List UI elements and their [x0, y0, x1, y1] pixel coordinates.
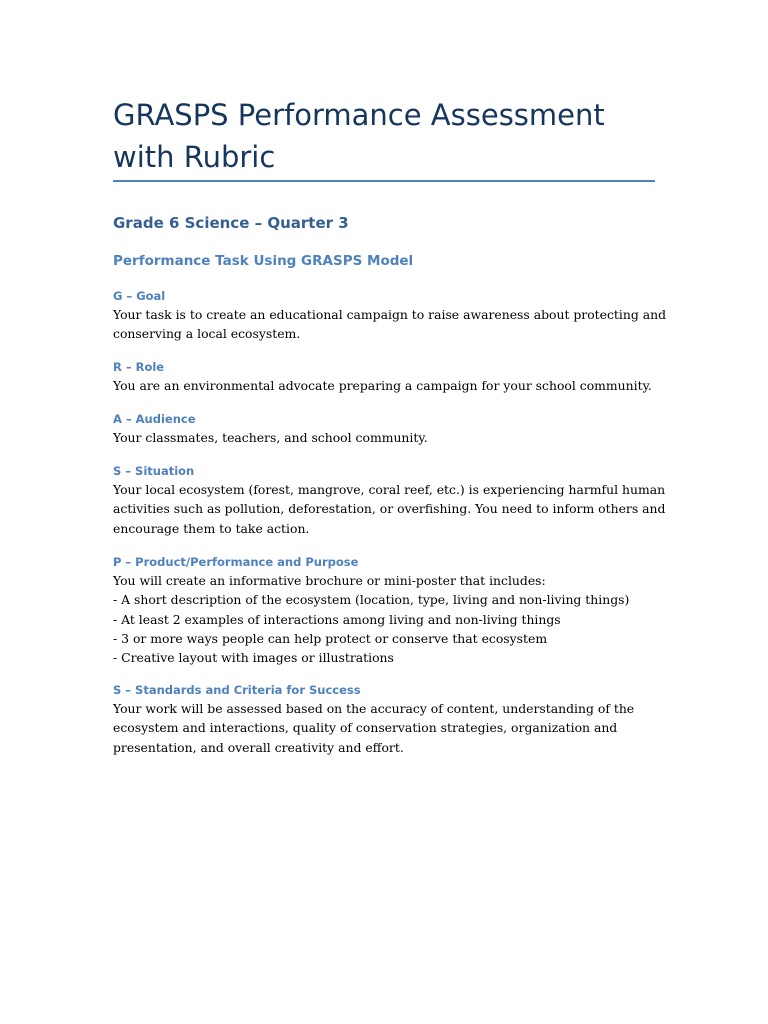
body-line: - Creative layout with images or illustrations: [113, 650, 394, 666]
section-heading: G – Goal: [113, 289, 166, 303]
body-line: presentation, and overall creativity and effort.: [113, 739, 404, 755]
page-title: GRASPS Performance Assessment with Rubric: [113, 98, 605, 174]
section-body: [113, 305, 667, 344]
body-line: activities such as pollution, deforestation, or overfishing. You need to inform others and: [113, 501, 666, 517]
body-line: conserving a local ecosystem.: [113, 326, 301, 342]
body-line: encourage them to take action.: [113, 520, 310, 536]
section-heading: S – Situation: [113, 464, 195, 478]
section-situation: [113, 462, 666, 538]
section-heading: A – Audience: [113, 412, 196, 426]
body-line: You will create an informative brochure or mini-poster that includes:: [113, 573, 546, 588]
section-heading: P – Product/Performance and Purpose: [113, 555, 359, 569]
body-line: Your local ecosystem (forest, mangrove, coral reef, etc.) is experiencing harmful human: [113, 482, 666, 497]
body-line: Your task is to create an educational campaign to raise awareness about protecting and: [113, 307, 667, 322]
body-line: You are an environmental advocate preparing a campaign for your school community.: [113, 378, 652, 393]
task-heading: Performance Task Using GRASPS Model: [113, 253, 414, 269]
body-line: Your classmates, teachers, and school community.: [113, 430, 428, 445]
body-line: Your work will be assessed based on the accuracy of content, understanding of the: [113, 701, 635, 716]
section-heading: R – Role: [113, 360, 165, 374]
section-goal: [113, 287, 667, 344]
section-body: [113, 480, 666, 538]
body-line: - 3 or more ways people can help protect or conserve that ecosystem: [113, 630, 548, 646]
body-line: ecosystem and interactions, quality of conservation strategies, organization and: [113, 720, 618, 736]
document-subtitle: Grade 6 Science – Quarter 3: [113, 214, 349, 232]
section-heading: S – Standards and Criteria for Success: [113, 683, 361, 697]
body-line: - At least 2 examples of interactions among living and non-living things: [113, 611, 561, 627]
section-standards: [113, 681, 655, 757]
section-product: [113, 553, 655, 667]
section-body: [113, 376, 655, 395]
section-role: [113, 358, 655, 395]
section-body: [113, 699, 655, 757]
section-audience: [113, 410, 655, 447]
body-line: - A short description of the ecosystem (location, type, living and non-living things): [113, 592, 630, 608]
section-body: [113, 571, 655, 667]
title-divider: [113, 180, 655, 182]
section-body: [113, 428, 655, 447]
